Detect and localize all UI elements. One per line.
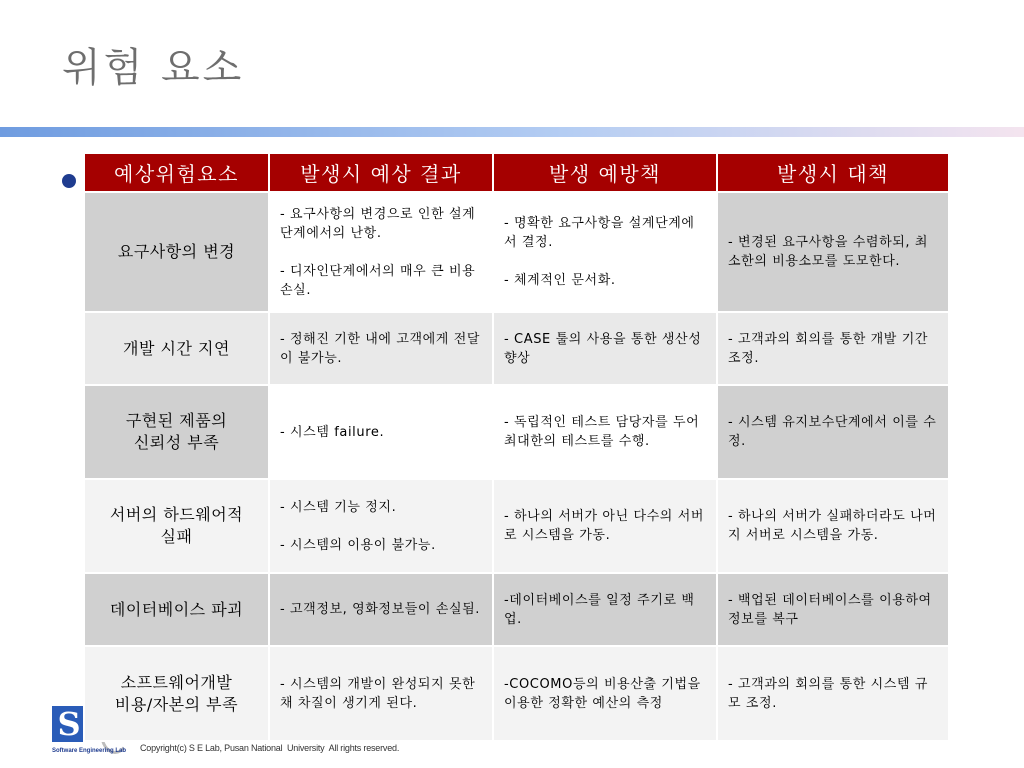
se-lab-logo-icon [52, 706, 86, 742]
risk-factor-text: 데이터베이스 파괴 [109, 599, 244, 619]
risk-factor-text: 비용/자본의 부족 [114, 694, 239, 714]
countermeasure-text: - 고객과의 회의를 통한 개발 기간 조정. [728, 331, 929, 366]
expected-result-text: - 디자인단계에서의 매우 큰 비용 손실. [280, 263, 476, 298]
prevention-text: - 하나의 서버가 아닌 다수의 서버로 시스템을 가동. [504, 509, 705, 543]
risk-factor-cell [84, 479, 269, 573]
slide-title: 위험 요소 [62, 45, 245, 91]
copyright-notice: Copyright(c) S E Lab, Pusan National University All rights reserved. [140, 743, 400, 753]
table-header-row [84, 153, 949, 192]
risk-row-budget-shortage [84, 646, 949, 741]
risk-table [83, 152, 950, 742]
expected-result-text: - 시스템 failure. [280, 424, 385, 440]
logo-letter: S [57, 706, 81, 742]
risk-row-reliability [84, 385, 949, 479]
risk-factor-cell [84, 312, 269, 385]
countermeasure-cell [717, 192, 949, 312]
expected-result-cell [269, 573, 493, 646]
risk-row-database-loss [84, 573, 949, 646]
risk-factor-cell [84, 192, 269, 312]
risk-factor-text: 요구사항의 변경 [117, 242, 236, 261]
risk-row-schedule-delay [84, 312, 949, 385]
prevention-text: -데이터베이스를 일정 주기로 백업. [504, 592, 695, 627]
header-countermeasure: 발생시 대책 [717, 153, 949, 192]
risk-factor-cell [84, 385, 269, 479]
prevention-text: - 독립적인 테스트 담당자를 두어 최대한의 테스트를 수행. [504, 415, 700, 449]
expected-result-cell [269, 192, 493, 312]
countermeasure-text: - 고객과의 회의를 통한 시스템 규모 조정. [728, 676, 929, 711]
prevention-cell [493, 385, 717, 479]
countermeasure-text: - 시스템 유지보수단계에서 이를 수정. [728, 415, 937, 449]
prevention-text: - CASE 툴의 사용을 통한 생산성 향상 [504, 331, 702, 366]
expected-result-text: - 정해진 기한 내에 고객에게 전달이 불가능. [280, 331, 481, 366]
expected-result-cell [269, 385, 493, 479]
risk-factor-text: 서버의 하드웨어적 [109, 505, 244, 524]
countermeasure-cell [717, 479, 949, 573]
prevention-cell [493, 573, 717, 646]
countermeasure-cell [717, 385, 949, 479]
risk-row-requirements-change [84, 192, 949, 312]
countermeasure-text: - 하나의 서버가 실패하더라도 나머지 서버로 시스템을 가동. [728, 509, 937, 543]
header-risk-factor: 예상위험요소 [84, 153, 269, 192]
risk-factor-text: 실패 [160, 527, 193, 546]
expected-result-text: - 시스템의 이용이 불가능. [280, 537, 436, 553]
expected-result-cell [269, 479, 493, 573]
expected-result-cell [269, 312, 493, 385]
logo-caption: Software Engineering Lab [52, 748, 127, 754]
prevention-cell [493, 192, 717, 312]
prevention-text: -COCOMO등의 비용산출 기법을 이용한 정확한 예산의 측정 [504, 676, 701, 711]
risk-factor-cell [84, 646, 269, 741]
expected-result-text: - 시스템의 개발이 완성되지 못한 채 차질이 생기게 된다. [280, 676, 476, 711]
countermeasure-text: - 변경된 요구사항을 수렴하되, 최소한의 비용소모를 도모한다. [728, 235, 929, 269]
risk-factor-text: 소프트웨어개발 [120, 672, 233, 692]
risk-factor-text: 구현된 제품의 [125, 411, 228, 430]
risk-factor-cell [84, 573, 269, 646]
risk-row-server-failure [84, 479, 949, 573]
countermeasure-text: - 백업된 데이터베이스를 이용하여 정보를 복구 [728, 592, 932, 627]
expected-result-cell [269, 646, 493, 741]
risk-factor-text: 개발 시간 지연 [123, 338, 230, 358]
expected-result-text: - 고객정보, 영화정보들이 손실됨. [280, 602, 481, 617]
prevention-cell [493, 312, 717, 385]
risk-factor-text: 신뢰성 부족 [133, 433, 220, 452]
expected-result-text: - 시스템 기능 정지. [280, 499, 397, 515]
prevention-cell [493, 646, 717, 741]
prevention-cell [493, 479, 717, 573]
header-expected-result: 발생시 예상 결과 [269, 153, 493, 192]
prevention-text: - 체계적인 문서화. [504, 273, 616, 288]
bullet-icon [62, 174, 76, 188]
expected-result-text: - 요구사항의 변경으로 인한 설계단계에서의 난항. [280, 206, 476, 241]
countermeasure-cell [717, 573, 949, 646]
title-gradient-bar [0, 127, 1024, 137]
countermeasure-cell [717, 312, 949, 385]
prevention-text: - 명확한 요구사항을 설계단계에서 결정. [504, 216, 695, 250]
header-prevention: 발생 예방책 [493, 153, 717, 192]
countermeasure-cell [717, 646, 949, 741]
